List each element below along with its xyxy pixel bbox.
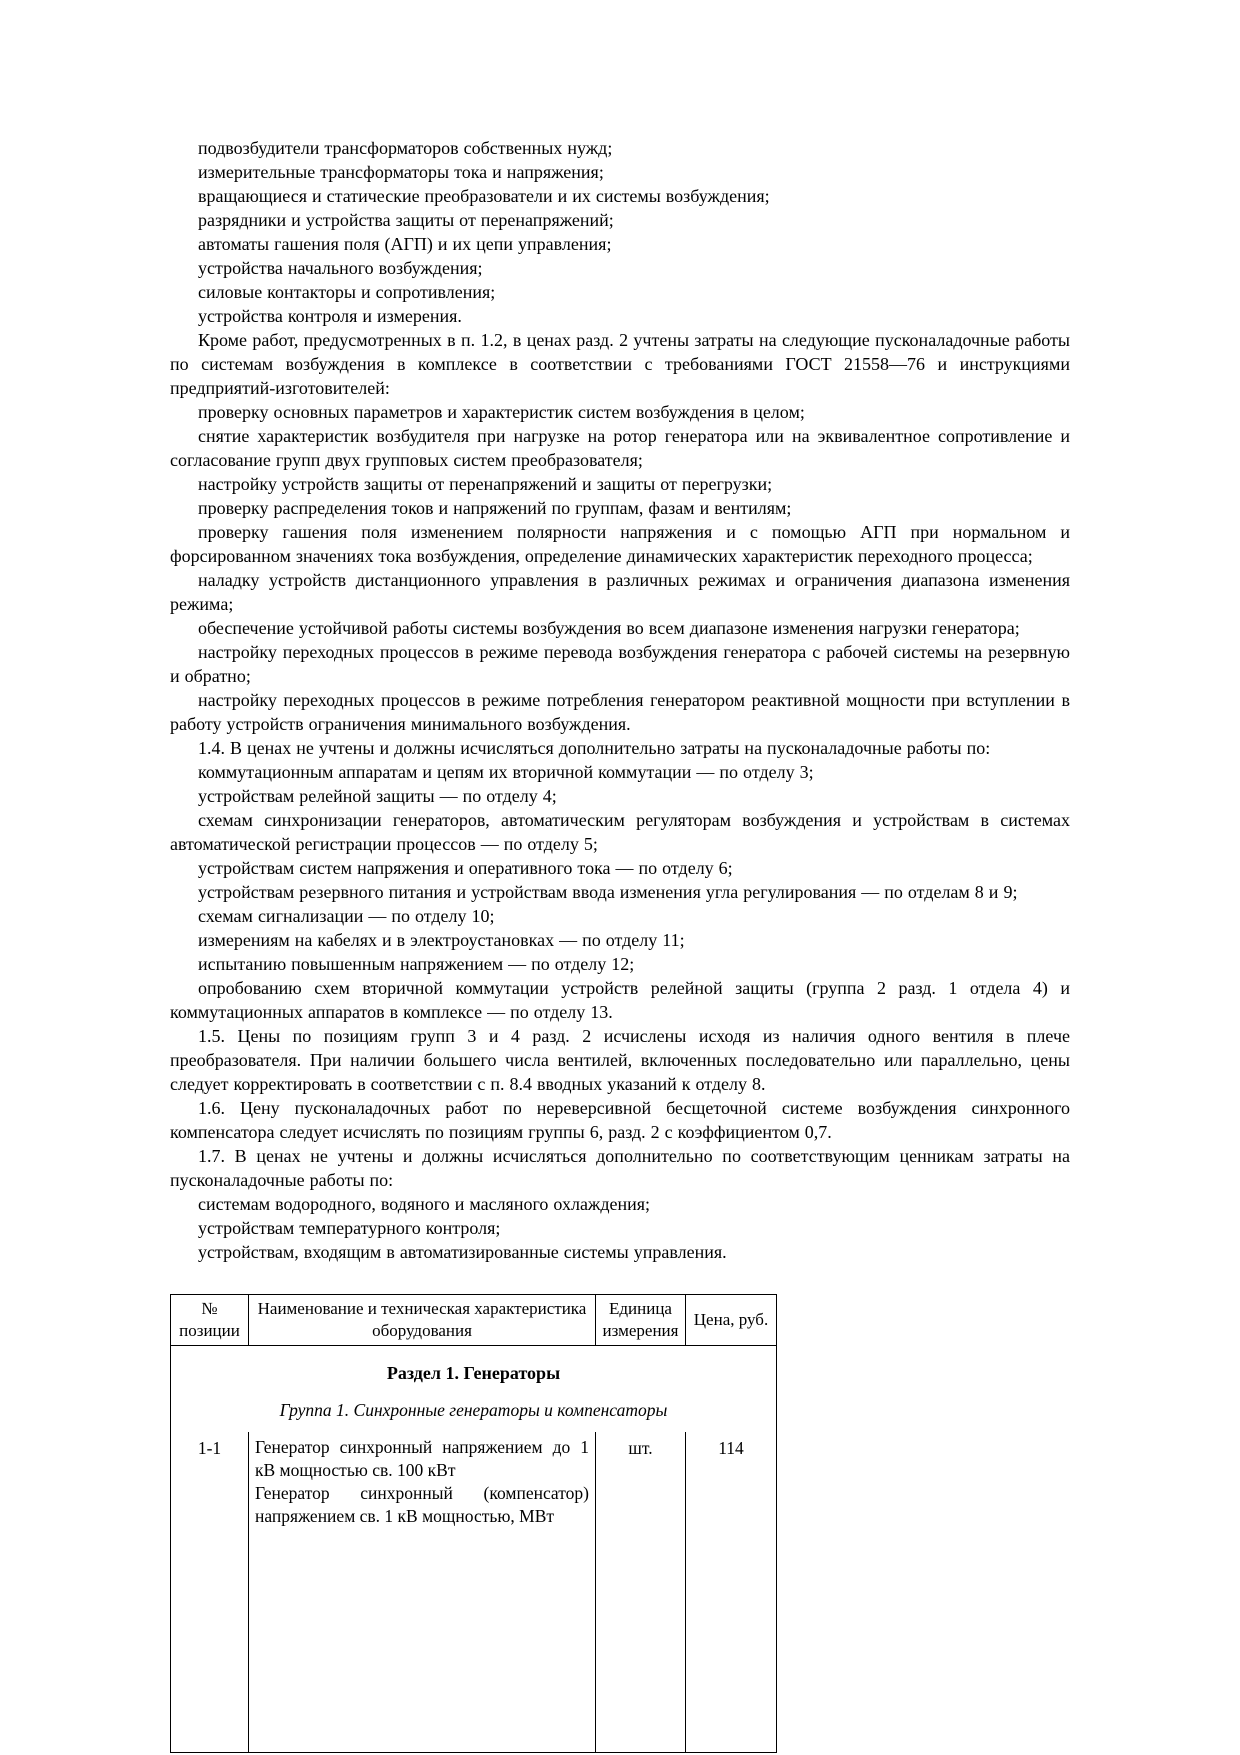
paragraph: 1.6. Цену пусконаладочных работ по нереверсивной бесщеточной системе возбуждения синхронного компенсатора следует исчислять по позициям группы 6, разд. 2 с коэффициентом 0,7. — [170, 1098, 1070, 1142]
column-header-price: Цена, руб. — [686, 1295, 777, 1346]
paragraph: 1.7. В ценах не учтены и должны исчисляться дополнительно по соответствующим ценникам затраты на пусконаладочные работы по: — [170, 1146, 1070, 1190]
paragraph: проверку гашения поля изменением полярности напряжения и с помощью АГП при нормальном и форсированном значениях тока возбуждения, определение динамических характеристик переходного процесса; — [170, 522, 1070, 566]
paragraph: подвозбудители трансформаторов собственных нужд; — [198, 138, 613, 158]
paragraph: испытанию повышенным напряжением — по отделу 12; — [198, 954, 635, 974]
price-table — [170, 1294, 777, 1753]
paragraph: автоматы гашения поля (АГП) и их цепи управления; — [198, 234, 612, 254]
paragraph: проверку распределения токов и напряжений по группам, фазам и вентилям; — [198, 498, 792, 518]
paragraph: настройку переходных процессов в режиме перевода возбуждения генератора с рабочей системы на резервную и обратно; — [170, 642, 1070, 686]
paragraph: настройку устройств защиты от перенапряжений и защиты от перегрузки; — [198, 474, 773, 494]
cell-unit: шт. — [596, 1432, 686, 1752]
paragraph: измерительные трансформаторы тока и напряжения; — [198, 162, 604, 182]
paragraph: настройку переходных процессов в режиме потребления генератором реактивной мощности при вступлении в работу устройств ограничения минимального возбуждения. — [170, 690, 1070, 734]
cell-description — [249, 1432, 596, 1752]
paragraph: снятие характеристик возбудителя при нагрузке на ротор генератора или на эквивалентное сопротивление и согласование групп двух групповых систем преобразователя; — [170, 426, 1070, 470]
table-header — [171, 1295, 777, 1346]
description-line: Генератор синхронный (компенсатор) напряжением св. 1 кВ мощностью, МВт — [255, 1483, 589, 1526]
column-header-unit: Единица измерения — [596, 1295, 686, 1346]
paragraph: 1.5. Цены по позициям групп 3 и 4 разд. 2 исчислены исходя из наличия одного вентиля в плече преобразователя. При наличии большего числа вентилей, включенных последовательно или параллельно, цены следует корректировать в соответствии с п. 8.4 вводных указаний к отделу 8. — [170, 1026, 1070, 1094]
cell-price: 114 — [686, 1432, 777, 1752]
table-row — [171, 1432, 777, 1752]
section-title: Раздел 1. Генераторы — [171, 1346, 777, 1390]
paragraph: Кроме работ, предусмотренных в п. 1.2, в ценах разд. 2 учтены затраты на следующие пусконаладочные работы по системам возбуждения в комплексе в соответствии с требованиями ГОСТ 21558—76 и инструкциями предприятий-изготовителей: — [170, 330, 1070, 398]
paragraph: схемам сигнализации — по отделу 10; — [198, 906, 495, 926]
paragraph: устройствам релейной защиты — по отделу 4; — [198, 786, 557, 806]
paragraph: разрядники и устройства защиты от перенапряжений; — [198, 210, 614, 230]
group-title: Группа 1. Синхронные генераторы и компенсаторы — [171, 1389, 777, 1432]
paragraph: системам водородного, водяного и масляного охлаждения; — [198, 1194, 651, 1214]
column-header-position: № позиции — [171, 1295, 249, 1346]
text-body — [170, 136, 1070, 1264]
paragraph: вращающиеся и статические преобразователи и их системы возбуждения; — [198, 186, 770, 206]
table-header-row — [171, 1295, 777, 1346]
paragraph: силовые контакторы и сопротивления; — [198, 282, 496, 302]
paragraph: обеспечение устойчивой работы системы возбуждения во всем диапазоне изменения нагрузки генератора; — [198, 618, 1020, 638]
document-content — [170, 136, 1070, 1753]
paragraph: устройствам температурного контроля; — [198, 1218, 501, 1238]
paragraph: устройствам, входящим в автоматизированные системы управления. — [198, 1242, 727, 1262]
paragraph: опробованию схем вторичной коммутации устройств релейной защиты (группа 2 разд. 1 отдела 4) и коммутационных аппаратов в комплексе — по отделу 13. — [170, 978, 1070, 1022]
paragraph: устройства контроля и измерения. — [198, 306, 462, 326]
paragraph: коммутационным аппаратам и цепям их вторичной коммутации — по отделу 3; — [198, 762, 814, 782]
table-section-row — [171, 1346, 777, 1390]
description-line: Генератор синхронный напряжением до 1 кВ мощностью св. 100 кВт — [255, 1437, 589, 1480]
paragraph: измерениям на кабелях и в электроустановках — по отделу 11; — [198, 930, 685, 950]
paragraph: наладку устройств дистанционного управления в различных режимах и ограничения диапазона изменения режима; — [170, 570, 1070, 614]
table-group-row — [171, 1389, 777, 1432]
paragraph: устройствам резервного питания и устройствам ввода изменения угла регулирования — по отделам 8 и 9; — [198, 882, 1018, 902]
paragraph: 1.4. В ценах не учтены и должны исчисляться дополнительно затраты на пусконаладочные работы по: — [198, 738, 991, 758]
paragraph: проверку основных параметров и характеристик систем возбуждения в целом; — [198, 402, 805, 422]
cell-position: 1-1 — [171, 1432, 249, 1752]
column-header-name: Наименование и техническая характеристика оборудования — [249, 1295, 596, 1346]
paragraph: устройства начального возбуждения; — [198, 258, 483, 278]
paragraph: устройствам систем напряжения и оперативного тока — по отделу 6; — [198, 858, 733, 878]
paragraph: схемам синхронизации генераторов, автоматическим регуляторам возбуждения и устройствам в системах автоматической регистрации процессов — по отделу 5; — [170, 810, 1070, 854]
